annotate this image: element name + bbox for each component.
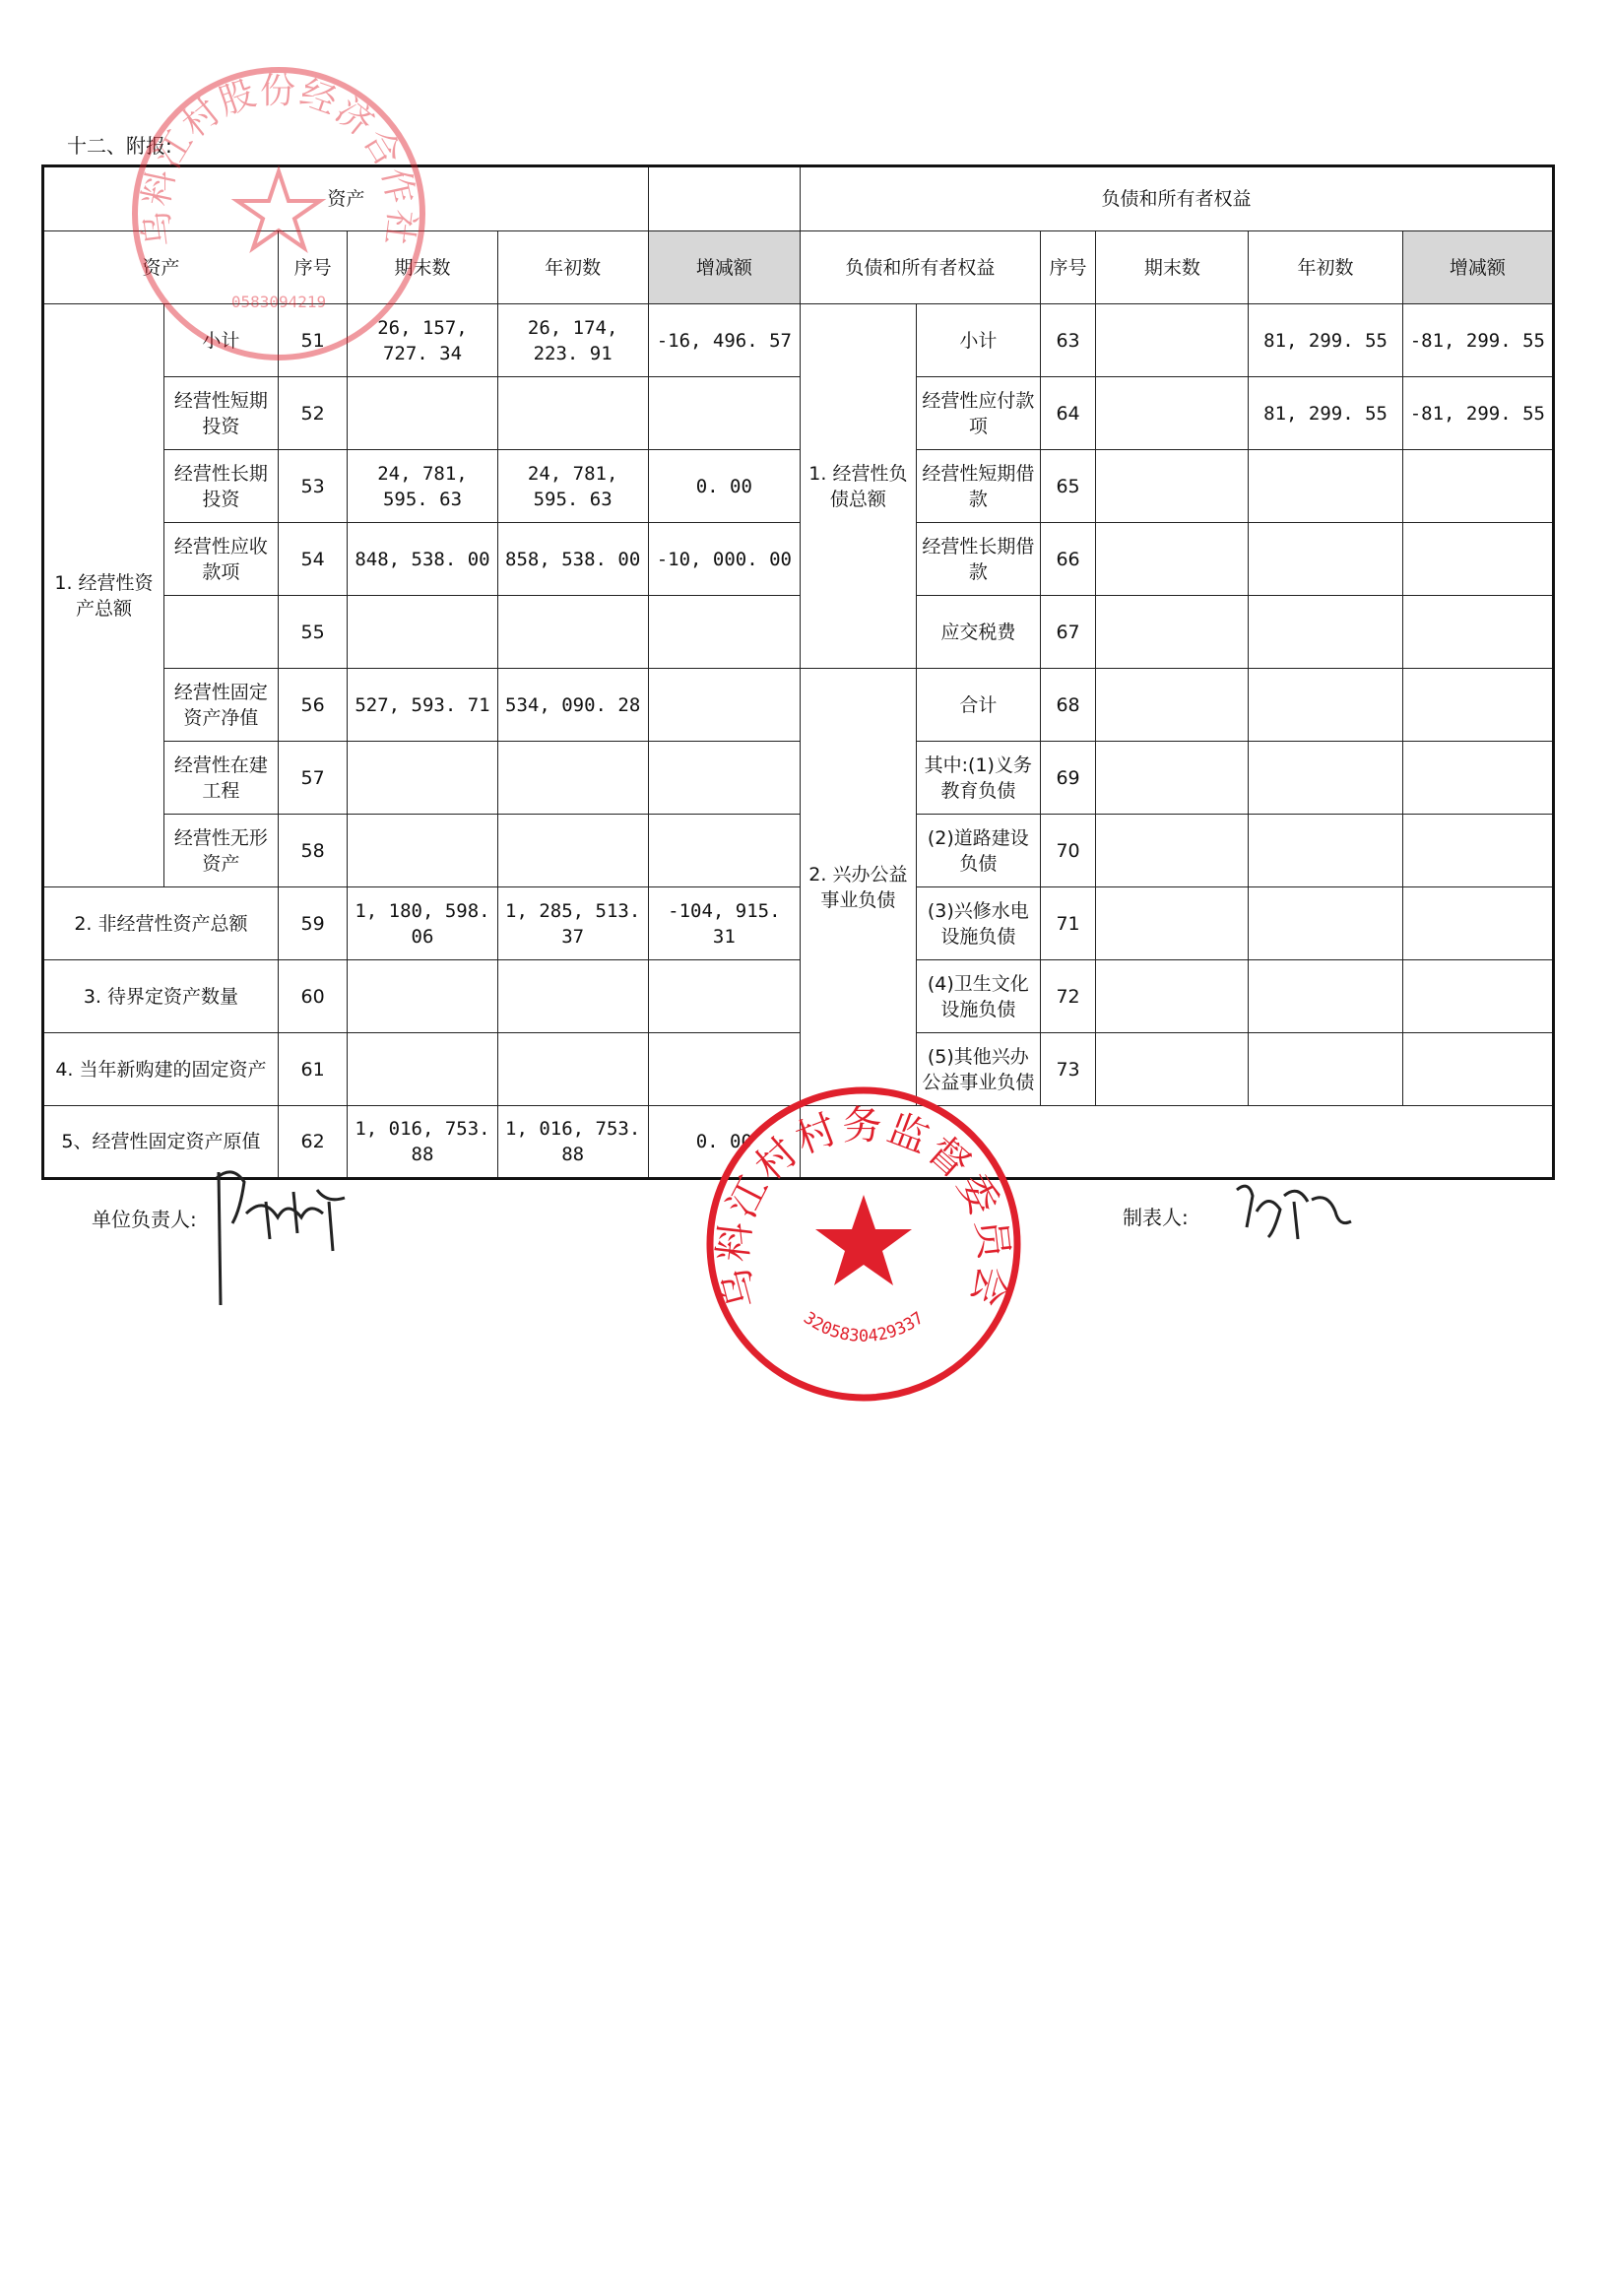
unit-head-signature [207, 1162, 364, 1310]
liab-label: 经营性短期借款 [916, 450, 1040, 523]
asset-change: -104, 915. 31 [648, 887, 800, 960]
change-header: 增减额 [1402, 231, 1553, 304]
liab-seq: 63 [1040, 304, 1095, 377]
liab-end [1096, 596, 1249, 669]
asset-end [348, 815, 497, 887]
liab-end [1096, 450, 1249, 523]
asset-label: 经营性无形资产 [163, 815, 278, 887]
seq-header: 序号 [278, 231, 348, 304]
report-heading: 十二、附报: [67, 134, 172, 158]
asset-label: 经营性短期投资 [163, 377, 278, 450]
asset-end: 24, 781, 595. 63 [348, 450, 497, 523]
asset-change [648, 742, 800, 815]
asset-seq: 54 [278, 523, 348, 596]
asset-begin [497, 1033, 648, 1106]
asset-seq: 59 [278, 887, 348, 960]
liab-change [1402, 523, 1553, 596]
asset-seq: 58 [278, 815, 348, 887]
asset-label: 5、经营性固定资产原值 [43, 1106, 279, 1179]
asset-seq: 56 [278, 669, 348, 742]
liab-begin [1249, 887, 1402, 960]
liab-end [1096, 1033, 1249, 1106]
liab-begin [1249, 815, 1402, 887]
liab-label: 应交税费 [916, 596, 1040, 669]
liab-seq: 69 [1040, 742, 1095, 815]
asset-seq: 52 [278, 377, 348, 450]
liab-seq: 68 [1040, 669, 1095, 742]
liab-change: -81, 299. 55 [1402, 304, 1553, 377]
asset-begin [497, 742, 648, 815]
liab-begin [1249, 742, 1402, 815]
year-begin-header: 年初数 [497, 231, 648, 304]
asset-end: 26, 157, 727. 34 [348, 304, 497, 377]
liab-end [1096, 669, 1249, 742]
liab-begin [1249, 960, 1402, 1033]
liab-seq: 66 [1040, 523, 1095, 596]
liab-label: 合计 [916, 669, 1040, 742]
liab-change [1402, 669, 1553, 742]
period-end-header: 期末数 [348, 231, 497, 304]
liab-label: (5)其他兴办公益事业负债 [916, 1033, 1040, 1106]
asset-label: 小计 [163, 304, 278, 377]
asset-seq: 55 [278, 596, 348, 669]
liab-label: 小计 [916, 304, 1040, 377]
preparer-label: 制表人: [1123, 1206, 1189, 1229]
asset-end: 1, 180, 598. 06 [348, 887, 497, 960]
asset-change: -16, 496. 57 [648, 304, 800, 377]
preparer-signature [1229, 1172, 1357, 1251]
change-header: 增减额 [648, 231, 800, 304]
liab-label: (2)道路建设负债 [916, 815, 1040, 887]
liab-seq: 64 [1040, 377, 1095, 450]
asset-change [648, 960, 800, 1033]
liab-end [1096, 815, 1249, 887]
asset-seq: 60 [278, 960, 348, 1033]
asset-label: 经营性固定资产净值 [163, 669, 278, 742]
asset-end [348, 1033, 497, 1106]
asset-end [348, 960, 497, 1033]
liab-end [1096, 377, 1249, 450]
asset-begin [497, 377, 648, 450]
asset-seq: 53 [278, 450, 348, 523]
seal-top-text: 乌料江村股份经济合作社 [135, 70, 422, 250]
period-end-header: 期末数 [1096, 231, 1249, 304]
asset-change [648, 377, 800, 450]
liab-seq: 67 [1040, 596, 1095, 669]
asset-begin: 534, 090. 28 [497, 669, 648, 742]
liab-change [1402, 960, 1553, 1033]
asset-label: 4. 当年新购建的固定资产 [43, 1033, 279, 1106]
asset-col-header: 资产 [43, 231, 279, 304]
asset-label: 2. 非经营性资产总额 [43, 887, 279, 960]
asset-change: 0. 00 [648, 1106, 800, 1179]
liab-seq: 71 [1040, 887, 1095, 960]
liab-change [1402, 1033, 1553, 1106]
asset-label: 经营性长期投资 [163, 450, 278, 523]
liab-begin [1249, 523, 1402, 596]
asset-change [648, 596, 800, 669]
seq-header: 序号 [1040, 231, 1095, 304]
liab-label: 其中:(1)义务教育负债 [916, 742, 1040, 815]
liab-end [1096, 742, 1249, 815]
asset-end: 1, 016, 753. 88 [348, 1106, 497, 1179]
liab-begin [1249, 669, 1402, 742]
asset-begin: 1, 285, 513. 37 [497, 887, 648, 960]
asset-begin: 1, 016, 753. 88 [497, 1106, 648, 1179]
asset-end [348, 596, 497, 669]
liab-end [1096, 304, 1249, 377]
operating-assets-group: 1. 经营性资产总额 [43, 304, 164, 887]
asset-begin [497, 815, 648, 887]
asset-label: 经营性在建工程 [163, 742, 278, 815]
unit-head-label: 单位负责人: [92, 1208, 197, 1231]
liab-end [1096, 960, 1249, 1033]
asset-seq: 57 [278, 742, 348, 815]
liab-change [1402, 815, 1553, 887]
asset-change [648, 815, 800, 887]
asset-end [348, 742, 497, 815]
liab-label: 经营性长期借款 [916, 523, 1040, 596]
liab-change [1402, 742, 1553, 815]
asset-label: 3. 待界定资产数量 [43, 960, 279, 1033]
public-welfare-liab-group: 2. 兴办公益事业负债 [800, 669, 916, 1106]
asset-change: -10, 000. 00 [648, 523, 800, 596]
asset-end: 527, 593. 71 [348, 669, 497, 742]
asset-begin: 858, 538. 00 [497, 523, 648, 596]
liab-seq: 73 [1040, 1033, 1095, 1106]
svg-text:乌料江村股份经济合作社 [136, 71, 421, 249]
asset-seq: 62 [278, 1106, 348, 1179]
asset-begin: 24, 781, 595. 63 [497, 450, 648, 523]
asset-begin [497, 596, 648, 669]
seal-stamp [701, 1082, 1026, 1407]
asset-begin [497, 960, 648, 1033]
liab-change [1402, 450, 1553, 523]
liab-label: (3)兴修水电设施负债 [916, 887, 1040, 960]
year-begin-header: 年初数 [1249, 231, 1402, 304]
seal-stamp-top [126, 61, 431, 366]
seal-code: 3205830429337 [800, 1308, 928, 1346]
assets-group-header: 资产 [43, 166, 649, 231]
liab-change [1402, 596, 1553, 669]
liab-seq: 70 [1040, 815, 1095, 887]
asset-seq: 51 [278, 304, 348, 377]
liab-label: (4)卫生文化设施负债 [916, 960, 1040, 1033]
asset-end [348, 377, 497, 450]
liab-change [1402, 887, 1553, 960]
liab-seq: 72 [1040, 960, 1095, 1033]
liab-change: -81, 299. 55 [1402, 377, 1553, 450]
svg-text:3205830429337 [800, 1308, 928, 1346]
asset-change [648, 669, 800, 742]
liab-begin: 81, 299. 55 [1249, 377, 1402, 450]
asset-begin: 26, 174, 223. 91 [497, 304, 648, 377]
liab-label: 经营性应付款项 [916, 377, 1040, 450]
asset-end: 848, 538. 00 [348, 523, 497, 596]
asset-label [163, 596, 278, 669]
asset-change: 0. 00 [648, 450, 800, 523]
seal-text: 乌料江村村务监督委员会 [710, 1103, 1017, 1314]
liab-col-header: 负债和所有者权益 [800, 231, 1040, 304]
liab-seq: 65 [1040, 450, 1095, 523]
liab-end [1096, 523, 1249, 596]
liab-begin [1249, 450, 1402, 523]
liab-end [1096, 887, 1249, 960]
liab-begin: 81, 299. 55 [1249, 304, 1402, 377]
asset-seq: 61 [278, 1033, 348, 1106]
operating-liab-group: 1. 经营性负债总额 [800, 304, 916, 669]
liab-begin [1249, 1033, 1402, 1106]
liabilities-group-header: 负债和所有者权益 [800, 166, 1553, 231]
seal-top-code: 0583094219 [230, 293, 327, 311]
asset-label: 经营性应收款项 [163, 523, 278, 596]
liab-begin [1249, 596, 1402, 669]
